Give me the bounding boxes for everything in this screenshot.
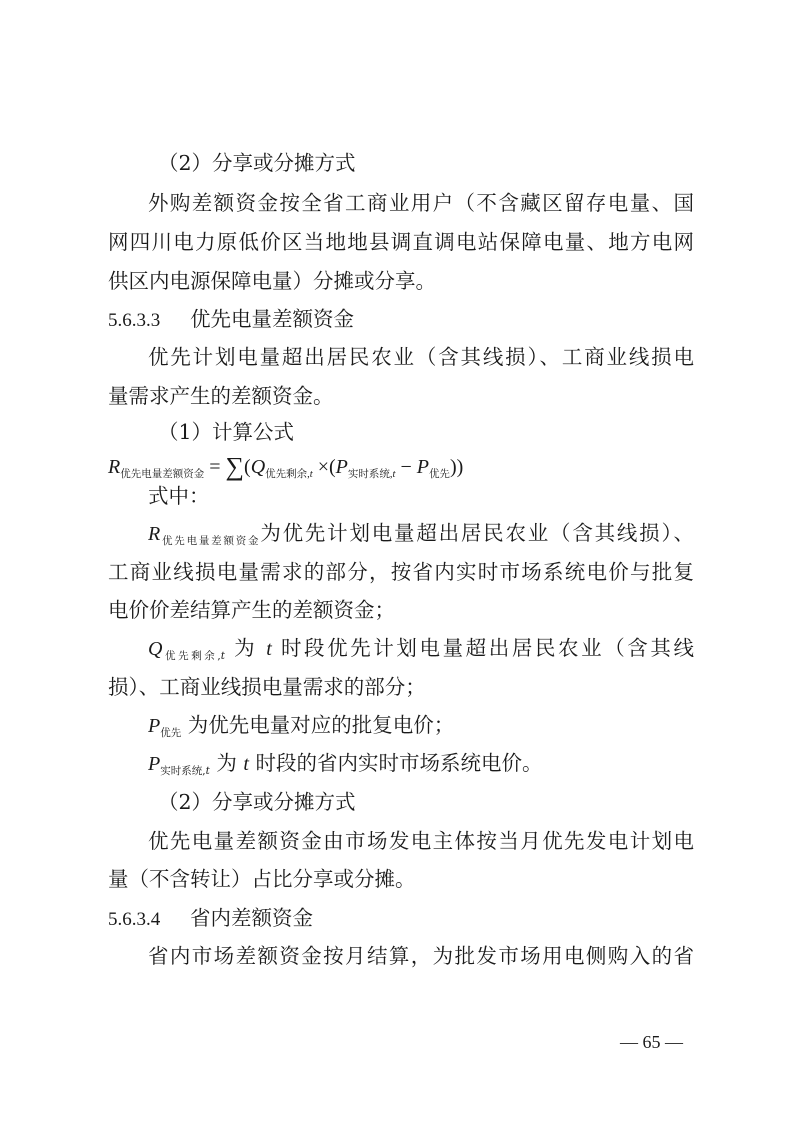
section-number: 5.6.3.3: [108, 310, 161, 331]
formula: $R_{优先电量差额资金} = \sum(Q_{优先剩余,t} \times(P_{实时系统,t} - P_{优先}))$: [108, 452, 464, 481]
section-title: 省内差额资金: [190, 906, 313, 930]
paragraph-line: 外购差额资金按全省工商业用户（不含藏区留存电量、国: [148, 191, 694, 215]
page-number: — 65 —: [620, 1032, 683, 1052]
subheading-share-method: （2）分享或分摊方式: [158, 151, 356, 175]
paragraph-line: 电价价差结算产生的差额资金；: [108, 598, 395, 622]
paragraph-line: 省内市场差额资金按月结算，为批发市场用电侧购入的省: [148, 944, 694, 968]
subheading-formula: （1）计算公式: [158, 420, 295, 444]
paragraph-line: 量（不含转让）占比分享或分摊。: [108, 867, 416, 891]
definition-P-realtime: $P_{实时系统,t}$ 为 t 时段的省内实时市场系统电价。: [148, 751, 543, 777]
paragraph-line: 优先计划电量超出居民农业（含其线损）、工商业线损电: [148, 345, 694, 369]
section-heading: [108, 307, 694, 333]
paragraph-line: 损）、工商业线损电量需求的部分；: [108, 675, 426, 699]
definition-P-priority: $P_{优先}$ 为优先电量对应的批复电价；: [148, 713, 455, 739]
paragraph-line: 量需求产生的差额资金。: [108, 384, 334, 408]
paragraph-line: 网四川电力原低价区当地地县调直调电站保障电量、地方电网: [108, 230, 694, 254]
subheading-share-method: （2）分享或分摊方式: [158, 790, 356, 814]
section-heading: [108, 906, 694, 932]
section-title: 优先电量差额资金: [190, 307, 354, 331]
paragraph-line: 供区内电源保障电量）分摊或分享。: [108, 269, 436, 293]
where-label: 式中：: [148, 484, 210, 508]
paragraph-line: 工商业线损电量需求的部分，按省内实时市场系统电价与批复: [108, 560, 694, 584]
section-number: 5.6.3.4: [108, 909, 161, 930]
definition-Q: $Q_{优先剩余,t}$ 为 t 时段优先计划电量超出居民农业（含其线: [148, 636, 694, 662]
definition-R: $R_{优先电量差额资金}$为优先计划电量超出居民农业（含其线损）、: [148, 521, 694, 547]
paragraph-line: 优先电量差额资金由市场发电主体按当月优先发电计划电: [148, 829, 694, 853]
